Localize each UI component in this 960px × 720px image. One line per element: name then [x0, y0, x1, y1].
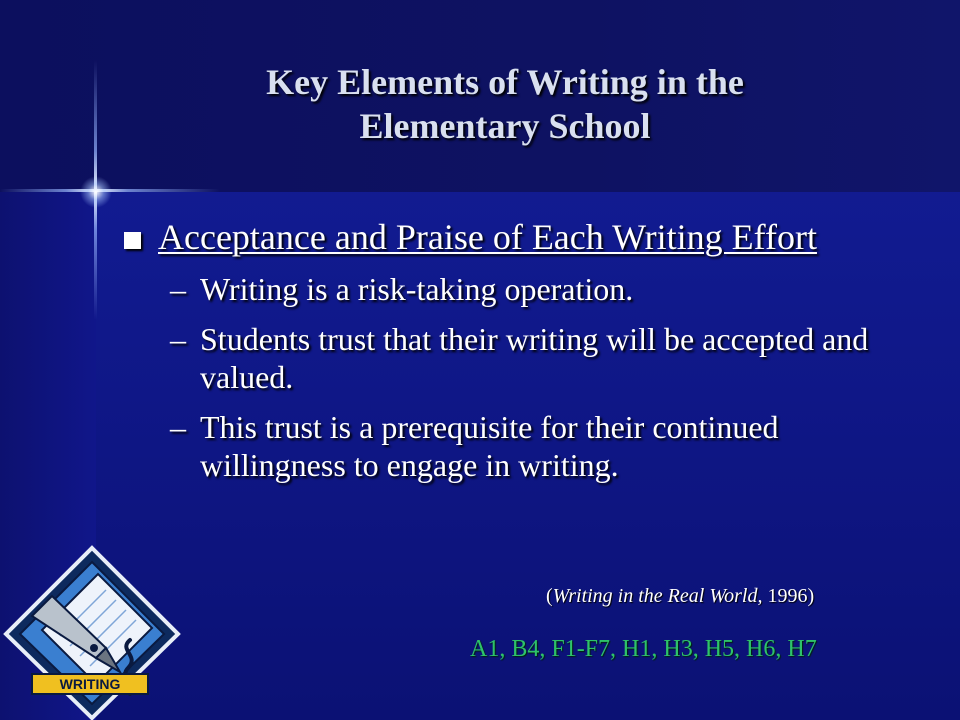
sub-item	[120, 320, 910, 396]
sub-item-text: This trust is a prerequisite for their continued willingness to engage in writing.	[200, 409, 779, 483]
citation-year: 1996)	[762, 585, 815, 607]
slide-title	[100, 60, 910, 148]
logo-nib-hole	[90, 644, 98, 652]
citation-work: Writing in the Real World,	[552, 585, 763, 607]
main-bullet-text: Acceptance and Praise of Each Writing Effort	[158, 217, 817, 257]
sub-item-text: Writing is a risk-taking operation.	[200, 271, 634, 307]
dash-icon: –	[170, 321, 186, 357]
sub-item-text: Students trust that their writing will be accepted and valued.	[200, 321, 869, 395]
citation-open: (	[546, 585, 553, 607]
sparkle-icon	[80, 176, 112, 208]
title-line-1: Key Elements of Writing in the	[266, 62, 744, 102]
dash-icon: –	[170, 409, 186, 445]
logo-label: WRITING	[59, 676, 121, 692]
slide-body	[120, 216, 910, 484]
title-line-2: Elementary School	[359, 106, 651, 146]
standards-codes: A1, B4, F1-F7, H1, H3, H5, H6, H7	[470, 636, 817, 662]
dash-icon: –	[170, 271, 186, 307]
square-bullet-icon	[124, 232, 141, 249]
citation	[546, 584, 814, 608]
sub-item	[120, 270, 910, 308]
sub-item	[120, 408, 910, 484]
main-bullet	[120, 216, 910, 258]
writing-logo-icon	[2, 544, 182, 720]
